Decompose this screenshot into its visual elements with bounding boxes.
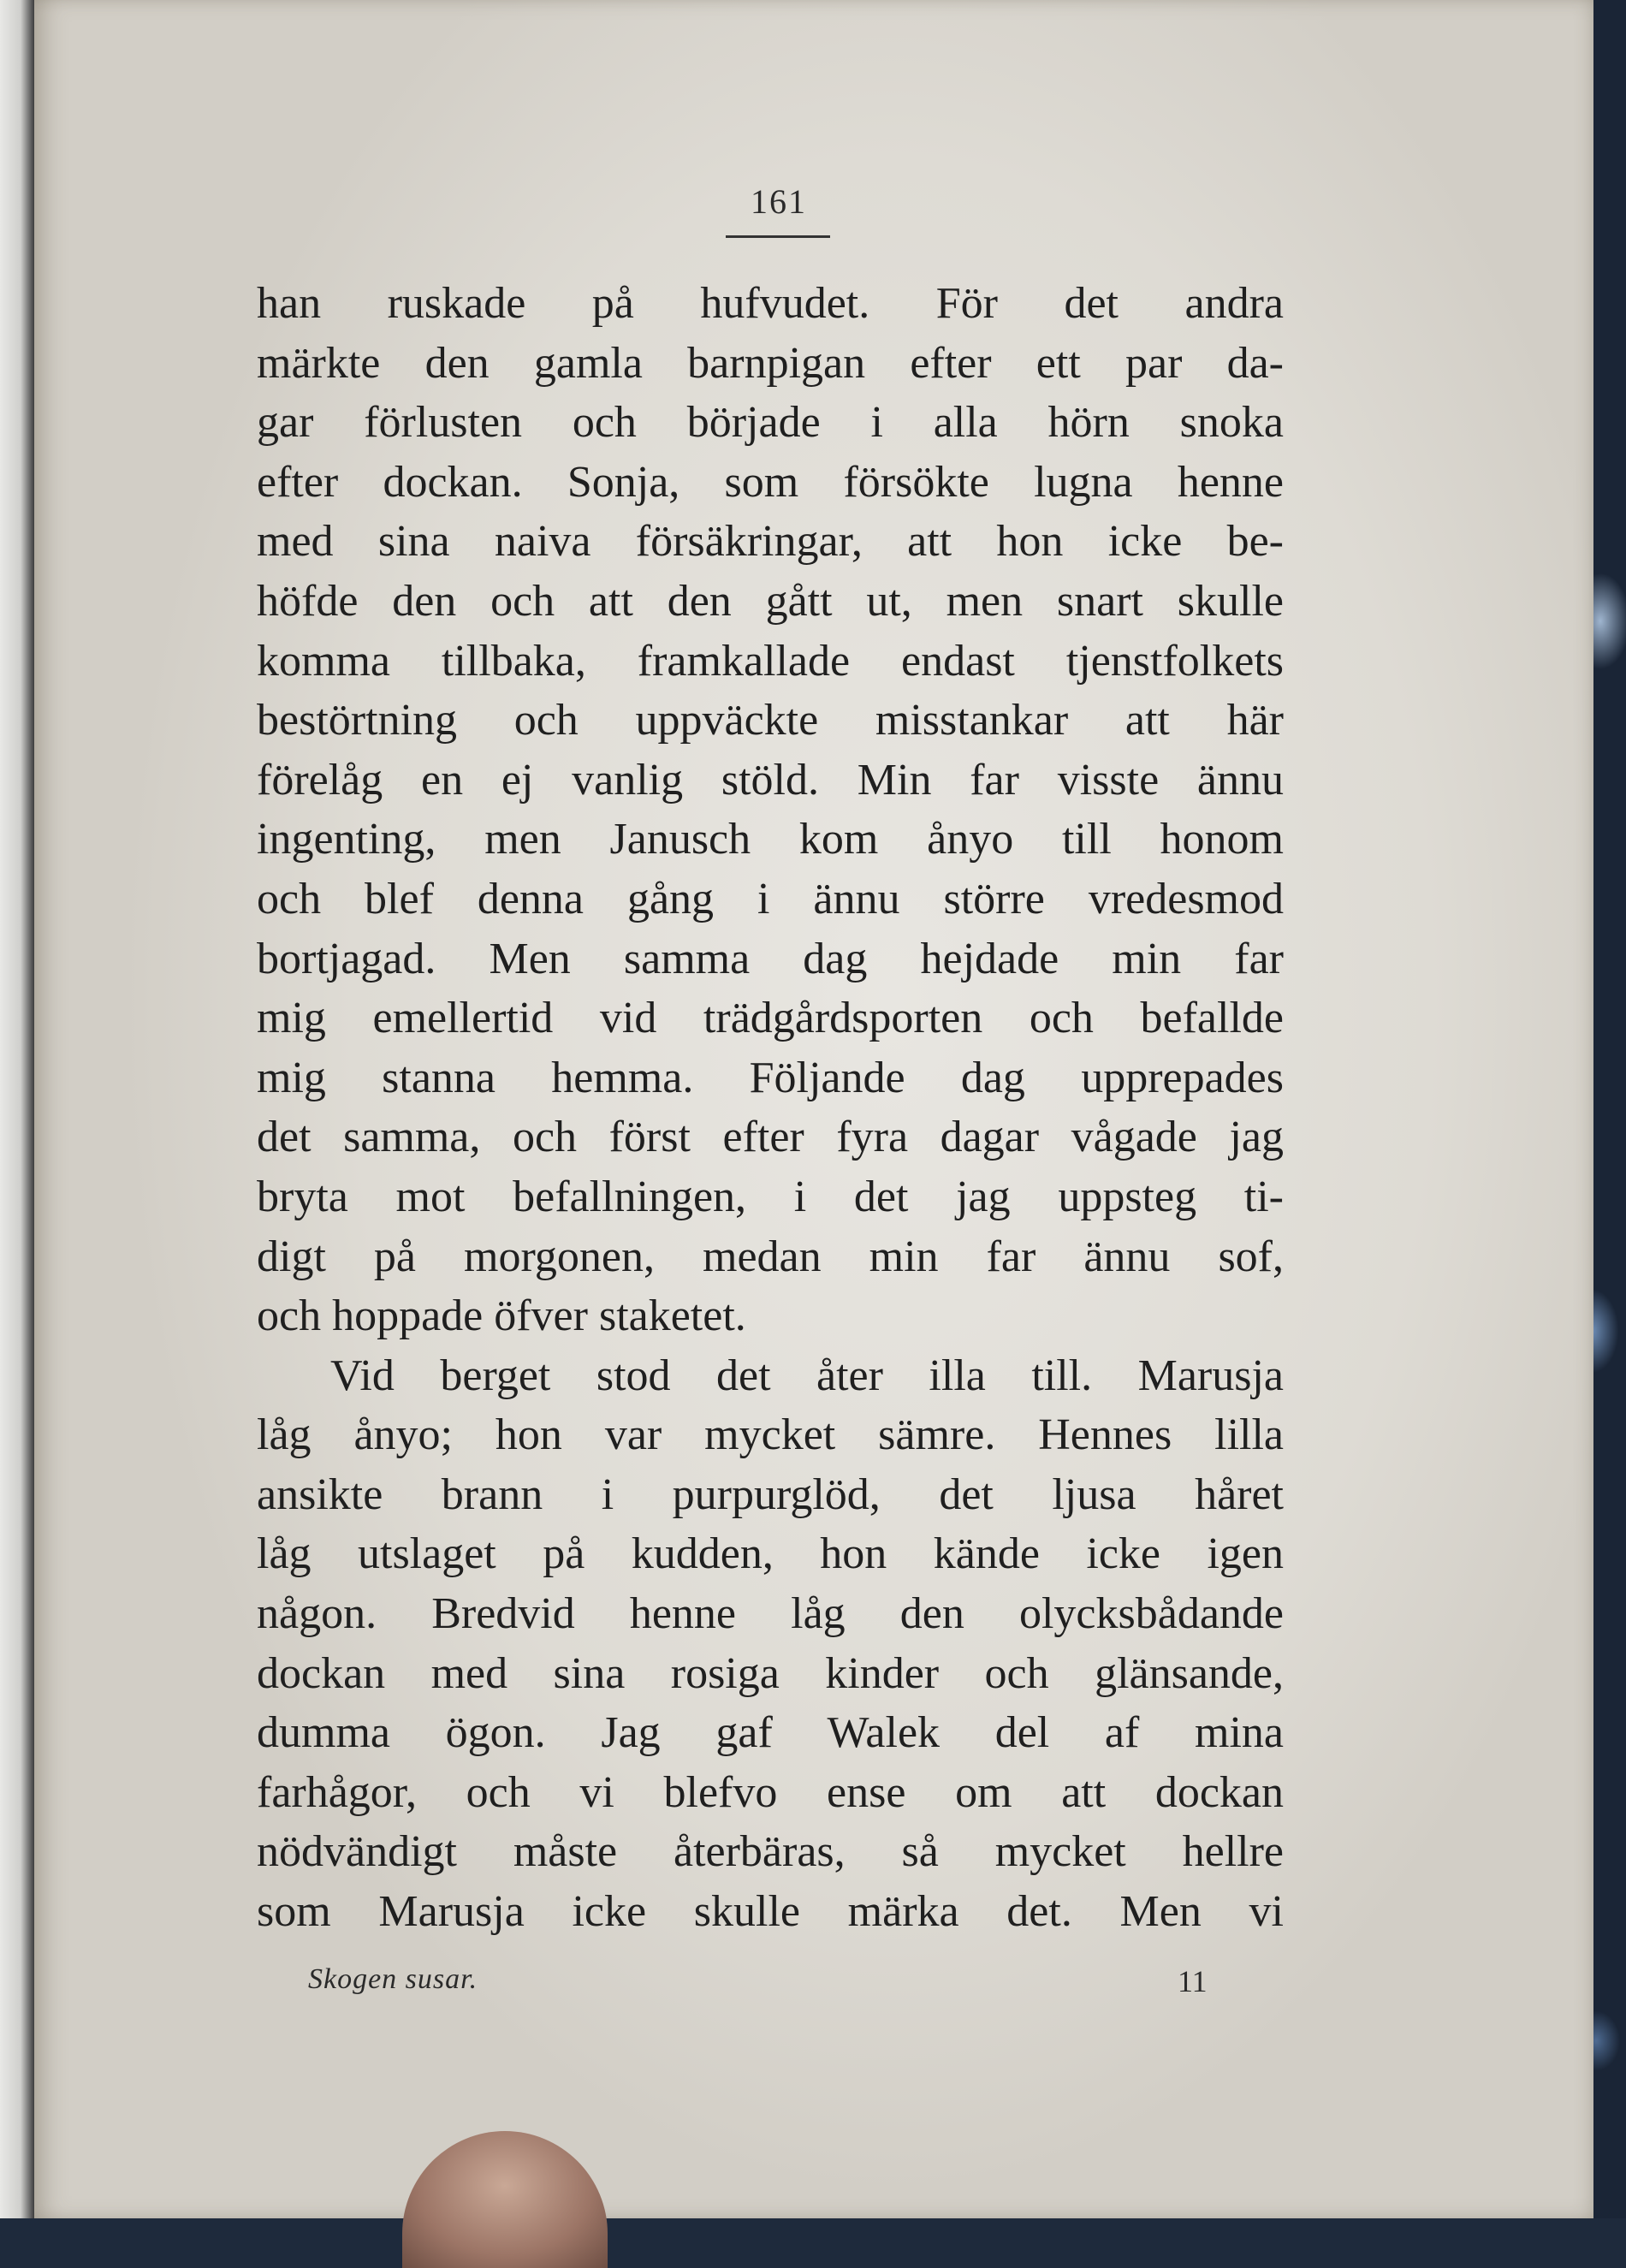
text-line: ansikte brann i purpurglöd, det ljusa håret: [257, 1469, 1284, 1519]
text-line: ingenting, men Janusch kom ånyo till honom: [257, 815, 1284, 864]
text-line: gar förlusten och började i alla hörn snoka: [257, 398, 1284, 448]
header-rule: [726, 235, 830, 238]
text-line: mig stanna hemma. Följande dag upprepades: [257, 1053, 1284, 1102]
text-line: höfde den och att den gått ut, men snart skulle: [257, 576, 1284, 626]
text-line: komma tillbaka, framkallade endast tjenstfolkets: [257, 636, 1284, 686]
text-line: han ruskade på hufvudet. För det andra: [257, 279, 1284, 328]
text-line: det samma, och först efter fyra dagar vågade jag: [257, 1113, 1284, 1162]
text-line: efter dockan. Sonja, som försökte lugna henne: [257, 457, 1284, 507]
text-line: låg utslaget på kudden, hon kände icke igen: [257, 1529, 1284, 1579]
text-line: och hoppade öfver staketet.: [257, 1291, 746, 1341]
text-line: någon. Bredvid henne låg den olycksbådande: [257, 1589, 1284, 1639]
text-line: nödvändigt måste återbäras, så mycket hellre: [257, 1827, 1284, 1877]
text-line: farhågor, och vi blefvo ense om att dockan: [257, 1767, 1284, 1817]
text-line: mig emellertid vid trädgårdsporten och befallde: [257, 994, 1284, 1043]
signature-title: Skogen susar.: [308, 1963, 478, 1995]
text-line: låg ånyo; hon var mycket sämre. Hennes lilla: [257, 1410, 1284, 1460]
text-line: och blef denna gång i ännu större vredesmod: [257, 874, 1284, 923]
body-text: [257, 274, 1284, 1942]
text-line: Vid berget stod det åter illa till. Marusja: [330, 1351, 1284, 1400]
text-line: dockan med sina rosiga kinder och glänsande,: [257, 1648, 1284, 1698]
text-line: bestörtning och uppväckte misstankar att här: [257, 696, 1284, 745]
text-line: dumma ögon. Jag gaf Walek del af mina: [257, 1708, 1284, 1758]
page-number: 161: [751, 182, 807, 221]
text-line: bryta mot befallningen, i det jag uppsteg ti-: [257, 1172, 1284, 1221]
text-line: märkte den gamla barnpigan efter ett par da-: [257, 338, 1284, 388]
text-line: med sina naiva försäkringar, att hon icke be-: [257, 517, 1284, 567]
signature-number: 11: [1178, 1964, 1208, 1998]
text-line: förelåg en ej vanlig stöld. Min far visste ännu: [257, 755, 1284, 804]
text-line: digt på morgonen, medan min far ännu sof,: [257, 1232, 1284, 1281]
text-line: bortjagad. Men samma dag hejdade min far: [257, 934, 1284, 983]
text-line: som Marusja icke skulle märka det. Men vi: [257, 1887, 1284, 1937]
